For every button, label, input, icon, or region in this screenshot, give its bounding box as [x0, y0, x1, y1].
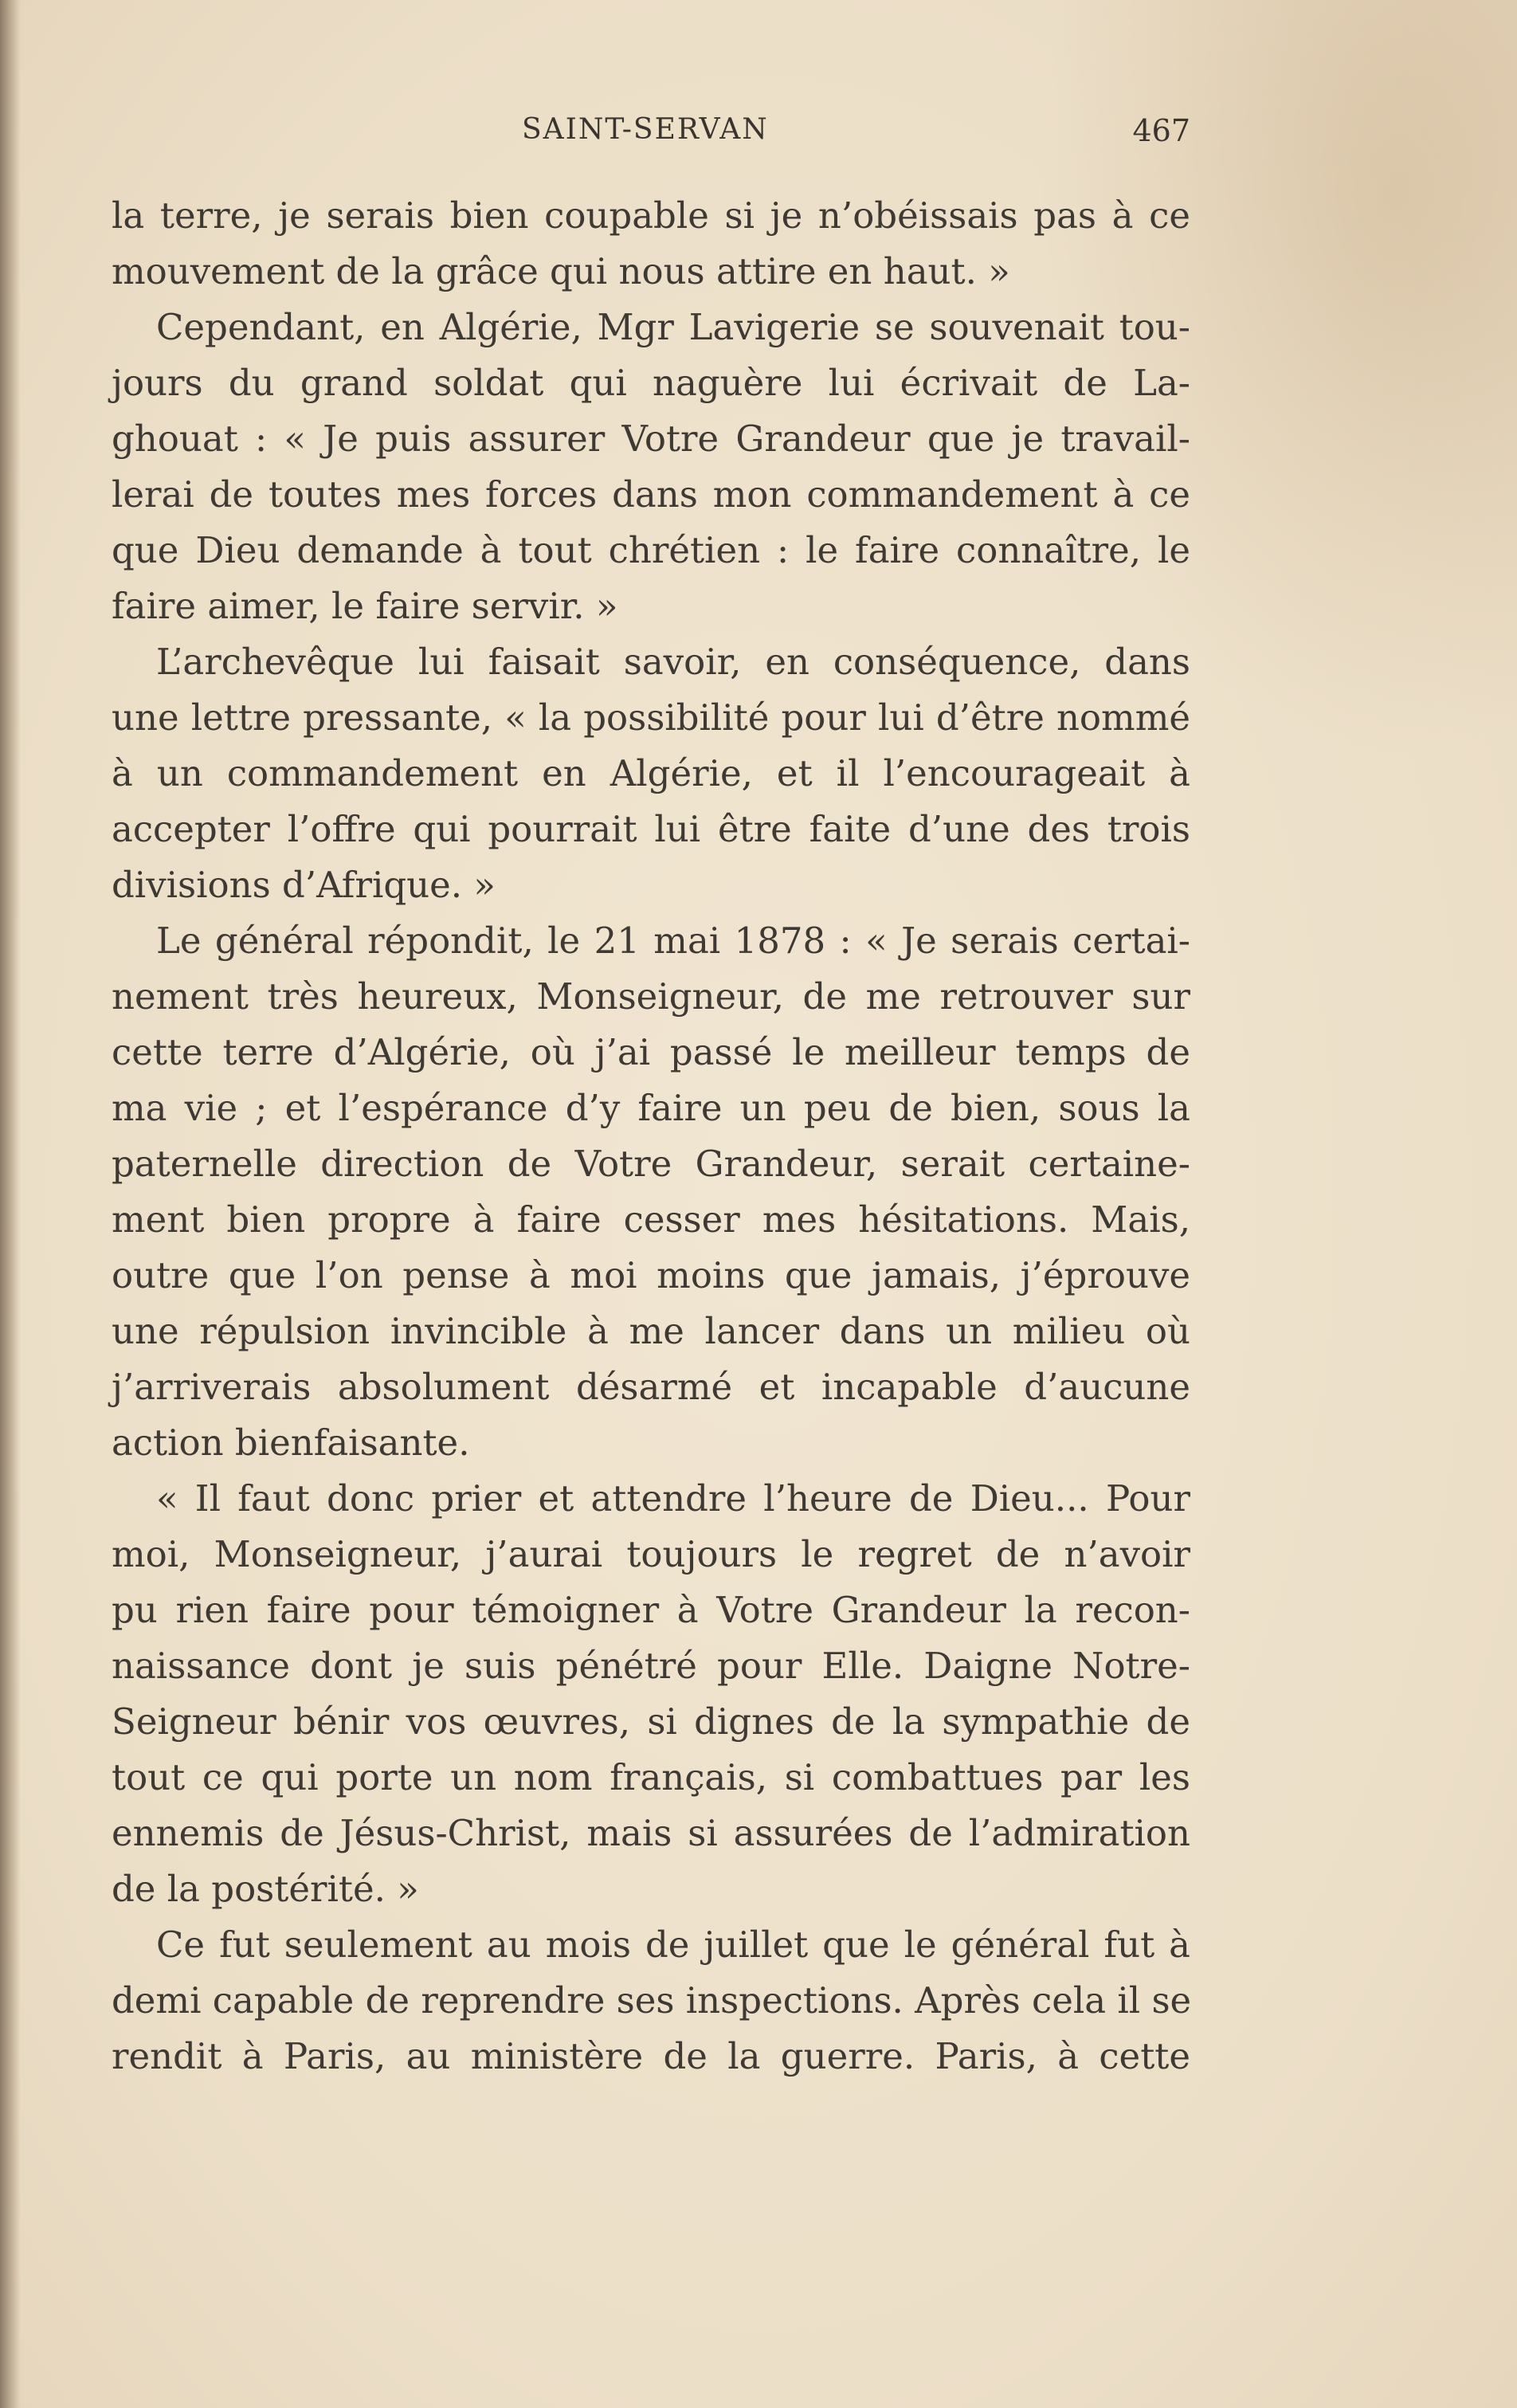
text-line: tout ce qui porte un nom français, si combattues par les: [112, 1756, 1190, 1798]
paragraph-first-line: Cependant, en Algérie, Mgr Lavigerie se souvenait tou-: [156, 306, 1190, 348]
text-line: une répulsion invincible à me lancer dans un milieu où: [112, 1310, 1190, 1352]
text-line: faire aimer, le faire servir. »: [112, 585, 618, 627]
text-line: naissance dont je suis pénétré pour Elle. Daigne Notre-: [112, 1645, 1190, 1687]
text-line: mouvement de la grâce qui nous attire en haut. »: [112, 250, 1010, 292]
text-line: demi capable de reprendre ses inspections. Après cela il se: [112, 1979, 1192, 2022]
text-line: à un commandement en Algérie, et il l’encourageait à: [112, 752, 1190, 794]
paragraph-first-line: Ce fut seulement au mois de juillet que le général fut à: [156, 1924, 1190, 1966]
text-line: une lettre pressante, « la possibilité pour lui d’être nommé: [112, 696, 1190, 739]
text-line: jours du grand soldat qui naguère lui écrivait de La-: [112, 362, 1190, 404]
text-line: ment bien propre à faire cesser mes hésitations. Mais,: [112, 1198, 1190, 1241]
text-line: action bienfaisante.: [112, 1422, 470, 1464]
text-line: nement très heureux, Monseigneur, de me retrouver sur: [112, 975, 1190, 1018]
text-line: divisions d’Afrique. »: [112, 864, 496, 906]
text-line: ghouat : « Je puis assurer Votre Grandeur que je travail-: [112, 418, 1190, 460]
text-line: de la postérité. »: [112, 1868, 419, 1910]
text-line: que Dieu demande à tout chrétien : le faire connaître, le: [112, 529, 1190, 571]
text-line: lerai de toutes mes forces dans mon commandement à ce: [112, 473, 1190, 516]
text-line: j’arriverais absolument désarmé et incapable d’aucune: [112, 1366, 1190, 1408]
paragraph-first-line: Le général répondit, le 21 mai 1878 : « Je serais certai-: [156, 920, 1190, 962]
text-line: paternelle direction de Votre Grandeur, serait certaine-: [112, 1143, 1190, 1185]
text-line: cette terre d’Algérie, où j’ai passé le meilleur temps de: [112, 1031, 1190, 1073]
paragraph-first-line: « Il faut donc prier et attendre l’heure de Dieu... Pour: [156, 1477, 1190, 1520]
page-binding-edge: [0, 0, 21, 2408]
body-text: [112, 188, 1190, 2084]
text-line: la terre, je serais bien coupable si je n’obéissais pas à ce: [112, 194, 1190, 237]
page-header: [112, 113, 1190, 161]
text-line: ennemis de Jésus-Christ, mais si assurées de l’admiration: [112, 1812, 1190, 1854]
text-line: outre que l’on pense à moi moins que jamais, j’éprouve: [112, 1254, 1190, 1296]
text-line: moi, Monseigneur, j’aurai toujours le regret de n’avoir: [112, 1533, 1190, 1575]
running-title: SAINT-SERVAN: [522, 113, 769, 146]
text-line: Seigneur bénir vos œuvres, si dignes de la sympathie de: [112, 1700, 1190, 1743]
page-number: 467: [1132, 113, 1190, 148]
paragraph-first-line: L’archevêque lui faisait savoir, en conséquence, dans: [156, 641, 1190, 683]
text-line: pu rien faire pour témoigner à Votre Grandeur la recon-: [112, 1589, 1190, 1631]
text-line: ma vie ; et l’espérance d’y faire un peu de bien, sous la: [112, 1087, 1190, 1129]
text-line: rendit à Paris, au ministère de la guerre. Paris, à cette: [112, 2035, 1190, 2077]
text-line: accepter l’offre qui pourrait lui être faite d’une des trois: [112, 808, 1190, 850]
